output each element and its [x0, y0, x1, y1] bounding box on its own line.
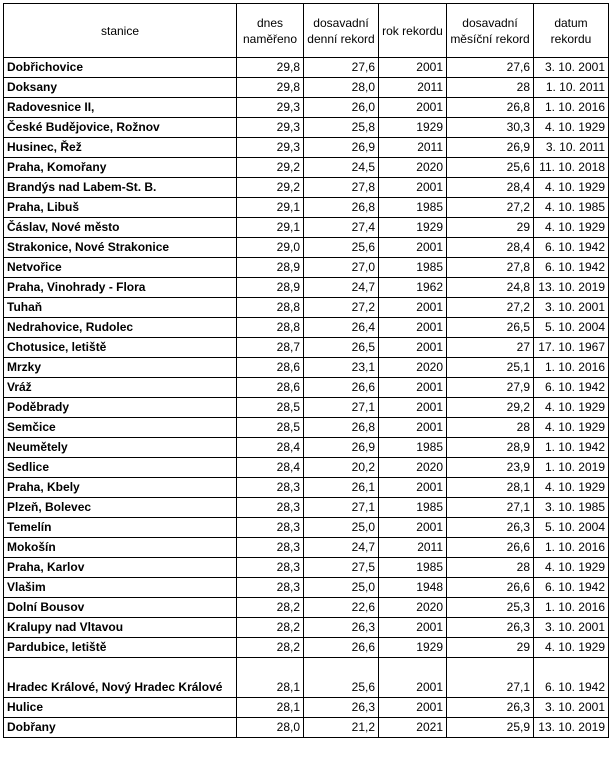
cell-measured-today: 28,3 [237, 478, 304, 498]
cell-record-date: 4. 10. 1985 [534, 198, 609, 218]
cell-daily-record: 27,2 [304, 298, 379, 318]
cell-station: Temelín [4, 518, 237, 538]
cell-monthly-record: 27 [447, 338, 534, 358]
cell-record-date: 17. 10. 1967 [534, 338, 609, 358]
cell-record-year: 2011 [379, 138, 447, 158]
table-row [4, 318, 609, 338]
cell-record-date: 3. 10. 1985 [534, 498, 609, 518]
cell-daily-record: 27,1 [304, 498, 379, 518]
table-row [4, 458, 609, 478]
cell-monthly-record: 26,3 [447, 518, 534, 538]
cell-record-date: 1. 10. 1942 [534, 438, 609, 458]
table-row [4, 138, 609, 158]
cell-monthly-record: 27,1 [447, 498, 534, 518]
cell-record-date: 1. 10. 2011 [534, 78, 609, 98]
cell-measured-today: 28,3 [237, 538, 304, 558]
table-row [4, 258, 609, 278]
temperature-records-table [3, 3, 609, 738]
cell-station: Semčice [4, 418, 237, 438]
cell-daily-record: 27,6 [304, 58, 379, 78]
table-row [4, 598, 609, 618]
cell-station: Neumětely [4, 438, 237, 458]
cell-daily-record: 26,0 [304, 98, 379, 118]
cell-monthly-record: 28,9 [447, 438, 534, 458]
cell-record-year: 2001 [379, 418, 447, 438]
cell-record-year: 2001 [379, 698, 447, 718]
cell-record-year: 2020 [379, 598, 447, 618]
cell-record-date: 4. 10. 1929 [534, 558, 609, 578]
cell-monthly-record: 29 [447, 638, 534, 658]
cell-measured-today: 28,8 [237, 318, 304, 338]
table-row [4, 518, 609, 538]
cell-measured-today: 29,3 [237, 118, 304, 138]
cell-record-year: 1962 [379, 278, 447, 298]
table-row [4, 658, 609, 698]
cell-record-date: 6. 10. 1942 [534, 258, 609, 278]
cell-record-year: 1948 [379, 578, 447, 598]
table-row [4, 618, 609, 638]
cell-measured-today: 28,9 [237, 258, 304, 278]
table-row [4, 198, 609, 218]
cell-station: Husinec, Řež [4, 138, 237, 158]
cell-monthly-record: 27,2 [447, 298, 534, 318]
table-row [4, 578, 609, 598]
cell-record-year: 2011 [379, 78, 447, 98]
cell-monthly-record: 29 [447, 218, 534, 238]
cell-daily-record: 25,0 [304, 518, 379, 538]
cell-daily-record: 26,9 [304, 138, 379, 158]
cell-record-date: 4. 10. 1929 [534, 478, 609, 498]
cell-daily-record: 26,3 [304, 618, 379, 638]
cell-monthly-record: 26,3 [447, 698, 534, 718]
cell-monthly-record: 25,9 [447, 718, 534, 738]
cell-daily-record: 20,2 [304, 458, 379, 478]
cell-record-date: 3. 10. 2001 [534, 298, 609, 318]
cell-station: Plzeň, Bolevec [4, 498, 237, 518]
cell-monthly-record: 27,1 [447, 658, 534, 698]
cell-measured-today: 29,0 [237, 238, 304, 258]
cell-record-year: 1985 [379, 438, 447, 458]
cell-daily-record: 27,8 [304, 178, 379, 198]
cell-measured-today: 28,5 [237, 418, 304, 438]
cell-measured-today: 28,1 [237, 698, 304, 718]
cell-daily-record: 26,1 [304, 478, 379, 498]
cell-record-date: 3. 10. 2011 [534, 138, 609, 158]
cell-record-date: 13. 10. 2019 [534, 278, 609, 298]
cell-monthly-record: 29,2 [447, 398, 534, 418]
cell-monthly-record: 27,6 [447, 58, 534, 78]
table-row [4, 498, 609, 518]
cell-station: Čáslav, Nové město [4, 218, 237, 238]
table-row [4, 118, 609, 138]
cell-station: Mrzky [4, 358, 237, 378]
cell-measured-today: 28,5 [237, 398, 304, 418]
cell-station: Vlašim [4, 578, 237, 598]
cell-monthly-record: 27,2 [447, 198, 534, 218]
header-daily-record: dosavadní denní rekord [304, 4, 379, 58]
cell-monthly-record: 27,8 [447, 258, 534, 278]
cell-measured-today: 29,2 [237, 158, 304, 178]
cell-monthly-record: 23,9 [447, 458, 534, 478]
cell-measured-today: 28,9 [237, 278, 304, 298]
cell-record-year: 2001 [379, 378, 447, 398]
cell-record-year: 1929 [379, 638, 447, 658]
table-row [4, 558, 609, 578]
cell-record-date: 1. 10. 2019 [534, 458, 609, 478]
cell-daily-record: 27,5 [304, 558, 379, 578]
table-row [4, 238, 609, 258]
cell-station: Praha, Komořany [4, 158, 237, 178]
cell-monthly-record: 25,3 [447, 598, 534, 618]
cell-measured-today: 28,1 [237, 658, 304, 698]
cell-monthly-record: 27,9 [447, 378, 534, 398]
cell-record-year: 2001 [379, 478, 447, 498]
cell-station: Poděbrady [4, 398, 237, 418]
table-row [4, 638, 609, 658]
cell-monthly-record: 26,5 [447, 318, 534, 338]
cell-record-date: 1. 10. 2016 [534, 98, 609, 118]
cell-station: Chotusice, letiště [4, 338, 237, 358]
cell-record-year: 2001 [379, 618, 447, 638]
cell-measured-today: 28,0 [237, 718, 304, 738]
cell-record-date: 3. 10. 2001 [534, 618, 609, 638]
table-row [4, 298, 609, 318]
cell-record-date: 4. 10. 1929 [534, 418, 609, 438]
table-row [4, 398, 609, 418]
cell-measured-today: 28,6 [237, 378, 304, 398]
table-row [4, 178, 609, 198]
cell-measured-today: 28,2 [237, 638, 304, 658]
cell-record-year: 1985 [379, 258, 447, 278]
cell-measured-today: 29,8 [237, 58, 304, 78]
cell-station: Netvořice [4, 258, 237, 278]
cell-measured-today: 29,3 [237, 138, 304, 158]
cell-daily-record: 21,2 [304, 718, 379, 738]
table-row [4, 478, 609, 498]
cell-record-date: 13. 10. 2019 [534, 718, 609, 738]
cell-daily-record: 26,8 [304, 418, 379, 438]
cell-station: Praha, Libuš [4, 198, 237, 218]
cell-station: Doksany [4, 78, 237, 98]
table-row [4, 158, 609, 178]
header-monthly-record: dosavadní měsíční rekord [447, 4, 534, 58]
cell-measured-today: 29,1 [237, 198, 304, 218]
cell-daily-record: 26,5 [304, 338, 379, 358]
cell-record-year: 2001 [379, 238, 447, 258]
cell-record-year: 2001 [379, 98, 447, 118]
cell-record-date: 1. 10. 2016 [534, 598, 609, 618]
cell-measured-today: 28,7 [237, 338, 304, 358]
cell-measured-today: 28,4 [237, 438, 304, 458]
table-row [4, 358, 609, 378]
cell-measured-today: 28,2 [237, 618, 304, 638]
cell-measured-today: 28,4 [237, 458, 304, 478]
cell-record-date: 1. 10. 2016 [534, 538, 609, 558]
cell-daily-record: 27,1 [304, 398, 379, 418]
cell-daily-record: 27,0 [304, 258, 379, 278]
cell-record-year: 2001 [379, 518, 447, 538]
cell-daily-record: 25,6 [304, 658, 379, 698]
header-row [4, 4, 609, 58]
cell-monthly-record: 28 [447, 78, 534, 98]
cell-monthly-record: 28,1 [447, 478, 534, 498]
cell-daily-record: 24,7 [304, 278, 379, 298]
cell-daily-record: 23,1 [304, 358, 379, 378]
cell-station: Pardubice, letiště [4, 638, 237, 658]
cell-record-date: 5. 10. 2004 [534, 518, 609, 538]
cell-monthly-record: 26,9 [447, 138, 534, 158]
cell-station: České Budějovice, Rožnov [4, 118, 237, 138]
table-row [4, 338, 609, 358]
cell-record-date: 3. 10. 2001 [534, 698, 609, 718]
cell-station: Hulice [4, 698, 237, 718]
cell-record-year: 1985 [379, 558, 447, 578]
cell-record-date: 6. 10. 1942 [534, 238, 609, 258]
cell-record-year: 2001 [379, 658, 447, 698]
cell-record-year: 2001 [379, 178, 447, 198]
cell-measured-today: 29,8 [237, 78, 304, 98]
cell-measured-today: 28,8 [237, 298, 304, 318]
cell-measured-today: 28,3 [237, 518, 304, 538]
table-row [4, 58, 609, 78]
table-row [4, 698, 609, 718]
header-record-year: rok rekordu [379, 4, 447, 58]
cell-measured-today: 28,3 [237, 498, 304, 518]
table-row [4, 718, 609, 738]
cell-record-date: 4. 10. 1929 [534, 638, 609, 658]
cell-record-year: 2001 [379, 338, 447, 358]
cell-monthly-record: 28,4 [447, 178, 534, 198]
cell-station: Praha, Kbely [4, 478, 237, 498]
cell-daily-record: 24,7 [304, 538, 379, 558]
cell-record-year: 2020 [379, 458, 447, 478]
cell-record-year: 1985 [379, 498, 447, 518]
cell-station: Praha, Karlov [4, 558, 237, 578]
cell-record-date: 3. 10. 2001 [534, 58, 609, 78]
cell-station: Praha, Vinohrady - Flora [4, 278, 237, 298]
cell-record-date: 6. 10. 1942 [534, 378, 609, 398]
cell-daily-record: 26,6 [304, 638, 379, 658]
cell-record-year: 2001 [379, 298, 447, 318]
table-row [4, 218, 609, 238]
cell-station: Hradec Králové, Nový Hradec Králové [4, 658, 237, 698]
cell-monthly-record: 26,6 [447, 538, 534, 558]
cell-daily-record: 26,6 [304, 378, 379, 398]
cell-daily-record: 25,6 [304, 238, 379, 258]
table-row [4, 98, 609, 118]
cell-monthly-record: 26,6 [447, 578, 534, 598]
cell-record-date: 11. 10. 2018 [534, 158, 609, 178]
cell-record-date: 5. 10. 2004 [534, 318, 609, 338]
table-row [4, 378, 609, 398]
cell-record-date: 4. 10. 1929 [534, 218, 609, 238]
cell-station: Tuhaň [4, 298, 237, 318]
cell-measured-today: 29,1 [237, 218, 304, 238]
cell-station: Dobřany [4, 718, 237, 738]
cell-monthly-record: 28 [447, 558, 534, 578]
cell-daily-record: 26,8 [304, 198, 379, 218]
table-row [4, 278, 609, 298]
cell-record-date: 1. 10. 2016 [534, 358, 609, 378]
cell-record-year: 1929 [379, 218, 447, 238]
cell-station: Strakonice, Nové Strakonice [4, 238, 237, 258]
cell-record-year: 1929 [379, 118, 447, 138]
header-measured-today: dnes naměřeno [237, 4, 304, 58]
cell-measured-today: 28,3 [237, 578, 304, 598]
cell-monthly-record: 26,8 [447, 98, 534, 118]
table-row [4, 538, 609, 558]
cell-station: Radovesnice II, [4, 98, 237, 118]
cell-station: Dobřichovice [4, 58, 237, 78]
cell-record-date: 6. 10. 1942 [534, 658, 609, 698]
table-row [4, 418, 609, 438]
cell-measured-today: 29,3 [237, 98, 304, 118]
cell-monthly-record: 25,1 [447, 358, 534, 378]
cell-monthly-record: 25,6 [447, 158, 534, 178]
cell-record-year: 2020 [379, 358, 447, 378]
cell-station: Vráž [4, 378, 237, 398]
cell-station: Dolní Bousov [4, 598, 237, 618]
cell-daily-record: 27,4 [304, 218, 379, 238]
cell-daily-record: 26,9 [304, 438, 379, 458]
cell-measured-today: 28,2 [237, 598, 304, 618]
cell-daily-record: 25,8 [304, 118, 379, 138]
cell-daily-record: 26,3 [304, 698, 379, 718]
cell-station: Sedlice [4, 458, 237, 478]
cell-record-date: 4. 10. 1929 [534, 398, 609, 418]
cell-daily-record: 24,5 [304, 158, 379, 178]
cell-monthly-record: 28,4 [447, 238, 534, 258]
cell-record-date: 6. 10. 1942 [534, 578, 609, 598]
header-record-date: datum rekordu [534, 4, 609, 58]
cell-daily-record: 28,0 [304, 78, 379, 98]
cell-station: Mokošín [4, 538, 237, 558]
cell-record-year: 2011 [379, 538, 447, 558]
cell-record-year: 1985 [379, 198, 447, 218]
header-station: stanice [4, 4, 237, 58]
table-body [4, 58, 609, 738]
cell-measured-today: 29,2 [237, 178, 304, 198]
cell-station: Kralupy nad Vltavou [4, 618, 237, 638]
cell-record-year: 2020 [379, 158, 447, 178]
cell-daily-record: 25,0 [304, 578, 379, 598]
cell-monthly-record: 30,3 [447, 118, 534, 138]
cell-record-year: 2001 [379, 398, 447, 418]
cell-monthly-record: 28 [447, 418, 534, 438]
cell-station: Nedrahovice, Rudolec [4, 318, 237, 338]
cell-record-year: 2001 [379, 58, 447, 78]
cell-measured-today: 28,3 [237, 558, 304, 578]
cell-record-date: 4. 10. 1929 [534, 118, 609, 138]
cell-record-year: 2021 [379, 718, 447, 738]
cell-record-date: 4. 10. 1929 [534, 178, 609, 198]
table-row [4, 438, 609, 458]
cell-measured-today: 28,6 [237, 358, 304, 378]
cell-record-year: 2001 [379, 318, 447, 338]
cell-daily-record: 22,6 [304, 598, 379, 618]
cell-monthly-record: 24,8 [447, 278, 534, 298]
table-row [4, 78, 609, 98]
cell-monthly-record: 26,3 [447, 618, 534, 638]
cell-daily-record: 26,4 [304, 318, 379, 338]
cell-station: Brandýs nad Labem-St. B. [4, 178, 237, 198]
